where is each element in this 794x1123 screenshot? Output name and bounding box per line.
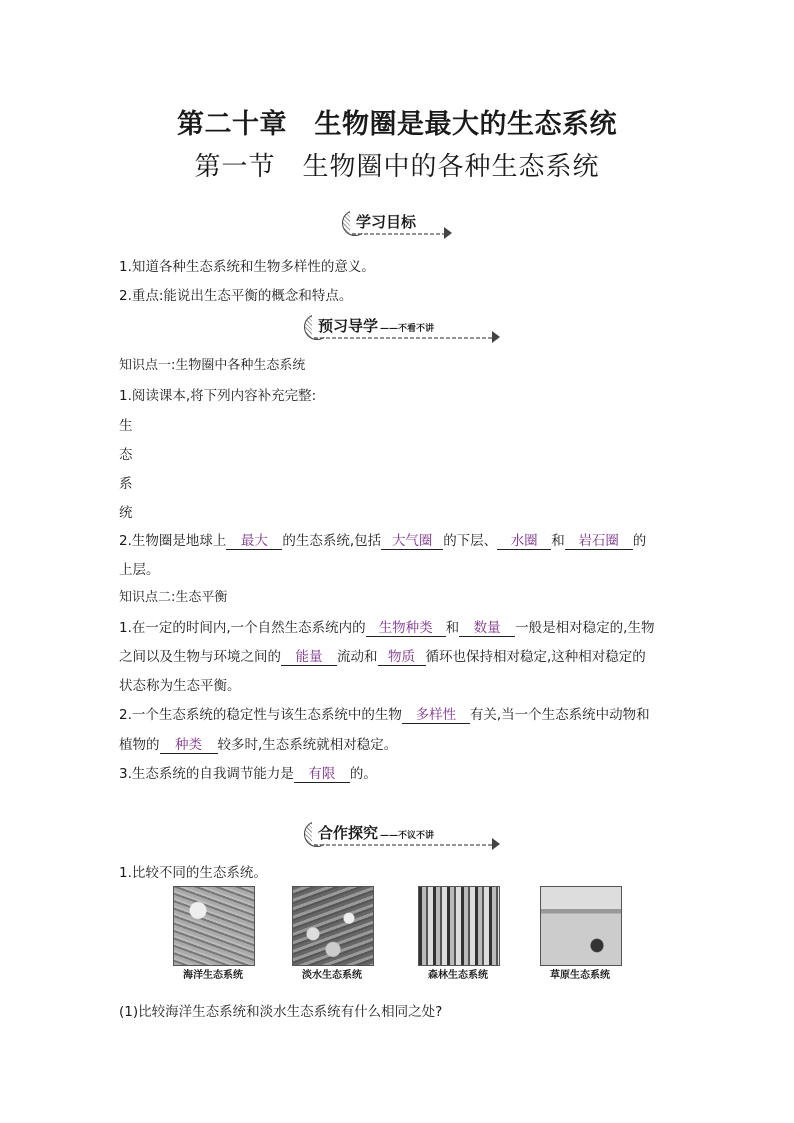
answer-blank: 水圈 [497,534,551,550]
kp2-q2: 2.一个生态系统的稳定性与该生态系统中的生物 多样性 有关,当一个生态系统中动物和 [119,707,650,723]
answer-blank: 最大 [226,534,282,550]
coop-q1: 1.比较不同的生态系统。 [119,865,267,881]
kp1-q2-cont: 上层。 [119,562,160,578]
coop-sub1: (1)比较海洋生态系统和淡水生态系统有什么相同之处? [119,1004,443,1020]
preview-banner-label: 预习导学 [318,317,379,335]
kp2-q1: 1.在一定的时间内,一个自然生态系统内的 生物种类 和 数量 一般是相对稳定的,生物 [119,620,655,636]
photo-caption: 森林生态系统 [428,970,488,981]
kp2-q1-cont: 之间以及生物与环境之间的 能量 流动和 物质 循环也保持相对稳定,这种相对稳定的 [119,649,646,665]
preview-banner [304,311,500,341]
photo-caption: 海洋生态系统 [183,970,243,981]
arrow-icon [492,838,500,850]
arrow-icon [492,331,500,343]
answer-blank: 大气圈 [381,534,443,550]
kp1-q1: 1.阅读课本,将下列内容补充完整: [119,388,317,404]
answer-blank: 多样性 [402,708,470,724]
arrow-icon [444,227,452,239]
vertical-char: 系 [119,476,133,492]
goals-banner [342,207,454,237]
photo-caption: 淡水生态系统 [302,970,362,981]
goal-item: 2.重点:能说出生态平衡的概念和特点。 [119,288,353,304]
chapter-title: 第二十章 生物圈是最大的生态系统 [177,109,617,140]
vertical-char: 态 [119,447,133,463]
kp2-q2-cont: 植物的 种类 较多时,生态系统就相对稳定。 [119,737,398,753]
grassland-photo [540,886,622,966]
answer-blank: 能量 [281,650,337,666]
answer-blank: 种类 [160,738,218,754]
answer-blank: 岩石圈 [565,534,633,550]
kp2-q1-cont2: 状态称为生态平衡。 [119,678,241,694]
freshwater-photo [292,886,374,966]
preview-banner-note: ——不看不讲 [380,324,435,334]
kp1-q2: 2.生物圈是地球上 最大 的生态系统,包括 大气圈 的下层、 水圈 和 岩石圈 的 [119,533,647,549]
kp2-q3: 3.生态系统的自我调节能力是 有限 的。 [119,766,377,782]
answer-blank: 有限 [294,767,350,783]
forest-photo [418,886,500,966]
coop-banner-note: ——不议不讲 [380,831,435,841]
ocean-photo [173,886,255,966]
photo-caption: 草原生态系统 [550,970,610,981]
section-title: 第一节 生物圈中的各种生态系统 [194,152,600,182]
vertical-char: 生 [119,418,133,434]
answer-blank: 生物种类 [366,621,446,637]
kp2-heading: 知识点二:生态平衡 [119,590,228,605]
goals-banner-label: 学习目标 [356,213,417,231]
kp1-heading: 知识点一:生物圈中各种生态系统 [119,358,306,373]
goal-item: 1.知道各种生态系统和生物多样性的意义。 [119,259,375,275]
answer-blank: 物质 [378,650,426,666]
answer-blank: 数量 [459,621,515,637]
coop-banner-label: 合作探究 [318,824,379,842]
vertical-char: 统 [119,505,133,521]
coop-banner [304,818,500,848]
